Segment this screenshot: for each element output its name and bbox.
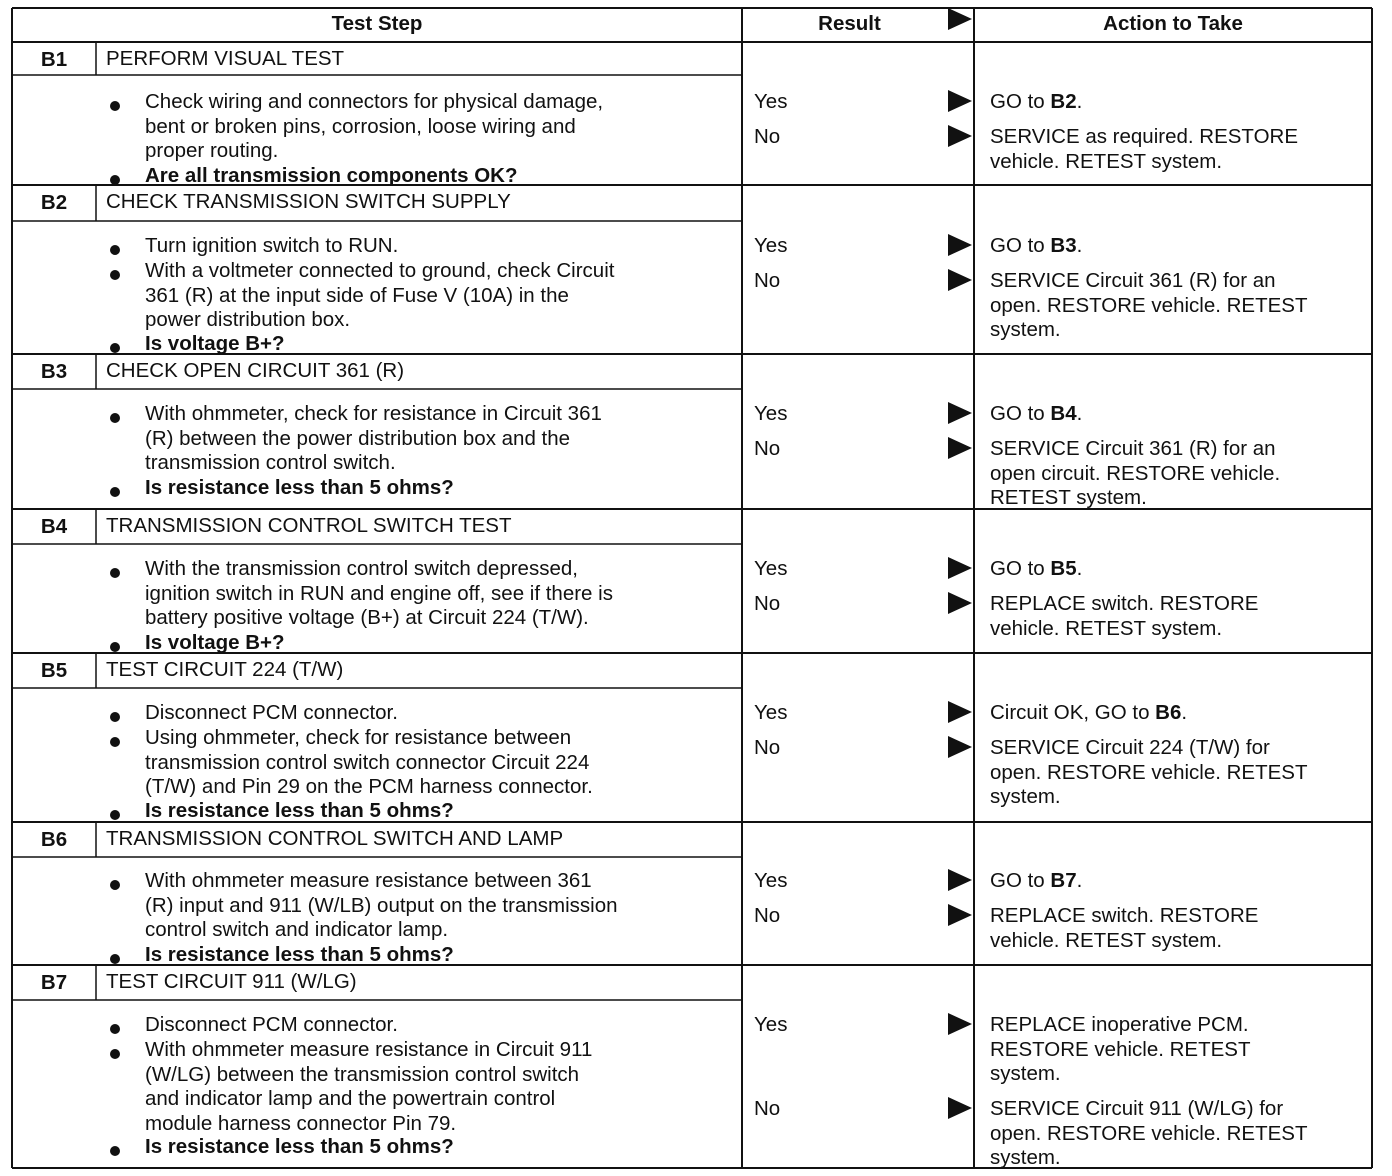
instruction-line: control switch and indicator lamp. <box>145 918 449 941</box>
instruction-line: With ohmmeter measure resistance between 361 <box>145 869 592 892</box>
instruction-line: ignition switch in RUN and engine off, see if there is <box>145 581 613 605</box>
step-id: B6 <box>40 828 68 851</box>
action-line <box>990 1097 1283 1122</box>
arrow-right-icon <box>948 437 972 459</box>
action-line <box>990 125 1298 150</box>
action-text: Circuit OK, GO to <box>990 701 1156 724</box>
step-title: PERFORM VISUAL TEST <box>106 47 345 70</box>
arrow-right-icon <box>948 736 972 758</box>
action-line <box>990 462 1280 487</box>
instruction-line: (R) between the power distribution box and the <box>145 426 571 450</box>
action-text: GO to <box>990 234 1051 257</box>
step-reference: B2 <box>1050 90 1077 113</box>
action-text: . <box>1181 701 1188 724</box>
action-text: open circuit. RESTORE vehicle. <box>990 461 1281 485</box>
action-line <box>990 294 1308 319</box>
result-no: No <box>754 904 781 927</box>
instruction-line: module harness connector Pin 79. <box>145 1111 457 1135</box>
bullet-icon <box>110 1049 120 1059</box>
bullet-icon <box>110 954 120 964</box>
action-text: . <box>1076 234 1083 257</box>
arrow-right-icon <box>948 904 972 926</box>
arrow-right-icon <box>948 592 972 614</box>
step-title: TRANSMISSION CONTROL SWITCH TEST <box>106 514 512 537</box>
bullet-icon <box>110 487 120 497</box>
action-text: SERVICE Circuit 361 (R) for an <box>990 269 1276 292</box>
action-line <box>990 90 1082 115</box>
instruction-line: proper routing. <box>145 139 279 162</box>
header-action: Action to Take <box>1103 12 1243 35</box>
action-line <box>990 1122 1308 1147</box>
question-text: Is voltage B+? <box>145 332 285 355</box>
action-line <box>990 1062 1061 1087</box>
arrow-right-icon <box>948 869 972 891</box>
instruction-line: Check wiring and connectors for physical damage, <box>145 90 604 113</box>
arrow-right-icon <box>948 701 972 723</box>
action-line <box>990 736 1270 761</box>
question-text: Are all transmission components OK? <box>145 164 518 187</box>
result-no: No <box>754 125 781 148</box>
step-reference: B4 <box>1050 402 1077 425</box>
action-text: vehicle. RETEST system. <box>990 928 1223 952</box>
action-text: system. <box>990 785 1061 808</box>
bullet-icon <box>110 1024 120 1034</box>
action-line <box>990 869 1082 894</box>
arrow-right-icon <box>948 402 972 424</box>
result-yes: Yes <box>754 234 788 257</box>
action-text: GO to <box>990 402 1051 425</box>
action-text: vehicle. RETEST system. <box>990 149 1223 173</box>
action-text: . <box>1076 869 1083 892</box>
action-text: open. RESTORE vehicle. RETEST <box>990 1121 1308 1145</box>
header-result: Result <box>818 12 881 35</box>
bullet-icon <box>110 413 120 423</box>
step-title: TEST CIRCUIT 911 (W/LG) <box>106 970 357 993</box>
instruction-line: and indicator lamp and the powertrain control <box>145 1087 556 1110</box>
step-title: CHECK TRANSMISSION SWITCH SUPPLY <box>106 190 511 213</box>
bullet-icon <box>110 101 120 111</box>
instruction-line: transmission control switch. <box>145 451 396 474</box>
result-yes: Yes <box>754 869 788 892</box>
question-text: Is resistance less than 5 ohms? <box>145 799 454 822</box>
step-id: B3 <box>40 360 68 383</box>
instruction-line: battery positive voltage (B+) at Circuit 224 (T/W). <box>145 606 589 629</box>
action-text: GO to <box>990 90 1051 113</box>
question-text: Is voltage B+? <box>145 631 285 654</box>
arrow-right-icon <box>948 90 972 112</box>
action-text: SERVICE as required. RESTORE <box>990 125 1299 148</box>
action-line <box>990 785 1061 810</box>
action-line <box>990 150 1222 175</box>
instruction-line: Turn ignition switch to RUN. <box>145 234 399 257</box>
action-text: SERVICE Circuit 224 (T/W) for <box>990 736 1270 759</box>
action-line <box>990 269 1276 294</box>
arrow-right-icon <box>948 234 972 256</box>
action-text: REPLACE inoperative PCM. <box>990 1013 1249 1036</box>
action-text: system. <box>990 1062 1061 1085</box>
action-line <box>990 592 1258 617</box>
bullet-icon <box>110 712 120 722</box>
instruction-line: power distribution box. <box>145 308 351 331</box>
step-id: B7 <box>40 971 68 994</box>
instruction-line: (W/LG) between the transmission control switch <box>145 1062 580 1086</box>
step-title: TRANSMISSION CONTROL SWITCH AND LAMP <box>106 827 564 850</box>
instruction-line: Using ohmmeter, check for resistance between <box>145 726 572 749</box>
action-text: open. RESTORE vehicle. RETEST <box>990 760 1308 784</box>
instruction-line: With ohmmeter measure resistance in Circuit 911 <box>145 1038 593 1061</box>
arrow-right-icon <box>948 1013 972 1035</box>
question-text: Is resistance less than 5 ohms? <box>145 1135 454 1158</box>
header-test-step: Test Step <box>331 12 423 35</box>
step-title: CHECK OPEN CIRCUIT 361 (R) <box>106 359 405 382</box>
bullet-icon <box>110 880 120 890</box>
action-line <box>990 617 1222 642</box>
action-line <box>990 761 1308 786</box>
action-line <box>990 1013 1249 1038</box>
instruction-line: (R) input and 911 (W/LB) output on the transmission <box>145 893 618 917</box>
action-text: RETEST system. <box>990 486 1147 509</box>
instruction-line: transmission control switch connector Circuit 224 <box>145 750 590 774</box>
action-text: SERVICE Circuit 361 (R) for an <box>990 437 1276 460</box>
instruction-line: (T/W) and Pin 29 on the PCM harness connector. <box>145 775 593 798</box>
step-reference: B5 <box>1050 557 1077 580</box>
action-line <box>990 904 1258 929</box>
action-text: SERVICE Circuit 911 (W/LG) for <box>990 1097 1284 1120</box>
result-yes: Yes <box>754 402 788 425</box>
action-text: . <box>1076 90 1083 113</box>
instruction-line: bent or broken pins, corrosion, loose wiring and <box>145 114 576 138</box>
result-no: No <box>754 592 781 615</box>
action-line <box>990 437 1276 462</box>
arrow-right-icon <box>948 269 972 291</box>
action-text: open. RESTORE vehicle. RETEST <box>990 293 1308 317</box>
result-yes: Yes <box>754 557 788 580</box>
bullet-icon <box>110 737 120 747</box>
step-reference: B7 <box>1050 869 1077 892</box>
step-id: B4 <box>40 515 68 538</box>
action-text: system. <box>990 318 1061 341</box>
action-line <box>990 486 1147 511</box>
bullet-icon <box>110 642 120 652</box>
action-text: REPLACE switch. RESTORE <box>990 904 1259 927</box>
instruction-line: With a voltmeter connected to ground, check Circuit <box>145 259 615 282</box>
action-line <box>990 929 1222 954</box>
result-yes: Yes <box>754 90 788 113</box>
action-line <box>990 557 1082 582</box>
result-yes: Yes <box>754 701 788 724</box>
action-text: system. <box>990 1146 1061 1169</box>
header-arrow-icon <box>948 8 972 30</box>
bullet-icon <box>110 810 120 820</box>
bullet-icon <box>110 245 120 255</box>
step-title: TEST CIRCUIT 224 (T/W) <box>106 658 344 681</box>
instruction-line: With the transmission control switch depressed, <box>145 557 578 580</box>
action-text: REPLACE switch. RESTORE <box>990 592 1259 615</box>
action-line <box>990 402 1082 427</box>
result-no: No <box>754 1097 781 1120</box>
result-yes: Yes <box>754 1013 788 1036</box>
action-text: . <box>1076 557 1083 580</box>
instruction-line: Disconnect PCM connector. <box>145 701 398 724</box>
bullet-icon <box>110 1146 120 1156</box>
action-text: GO to <box>990 557 1051 580</box>
action-line <box>990 318 1061 343</box>
instruction-line: Disconnect PCM connector. <box>145 1013 398 1036</box>
instruction-line: With ohmmeter, check for resistance in Circuit 361 <box>145 402 602 425</box>
action-line <box>990 1038 1251 1063</box>
step-id: B5 <box>40 659 68 682</box>
instruction-line: 361 (R) at the input side of Fuse V (10A) in the <box>145 283 569 307</box>
question-text: Is resistance less than 5 ohms? <box>145 476 454 499</box>
action-line <box>990 701 1187 726</box>
result-no: No <box>754 437 781 460</box>
question-text: Is resistance less than 5 ohms? <box>145 943 454 966</box>
result-no: No <box>754 736 781 759</box>
bullet-icon <box>110 270 120 280</box>
action-text: vehicle. RETEST system. <box>990 616 1223 640</box>
action-line <box>990 1146 1061 1171</box>
action-line <box>990 234 1082 259</box>
result-no: No <box>754 269 781 292</box>
action-text: RESTORE vehicle. RETEST <box>990 1037 1251 1061</box>
action-text: . <box>1076 402 1083 425</box>
bullet-icon <box>110 175 120 185</box>
arrow-right-icon <box>948 1097 972 1119</box>
step-id: B2 <box>40 191 68 214</box>
action-text: GO to <box>990 869 1051 892</box>
step-reference: B6 <box>1155 701 1182 724</box>
bullet-icon <box>110 568 120 578</box>
step-reference: B3 <box>1050 234 1077 257</box>
step-id: B1 <box>40 48 68 71</box>
arrow-right-icon <box>948 557 972 579</box>
bullet-icon <box>110 343 120 353</box>
arrow-right-icon <box>948 125 972 147</box>
